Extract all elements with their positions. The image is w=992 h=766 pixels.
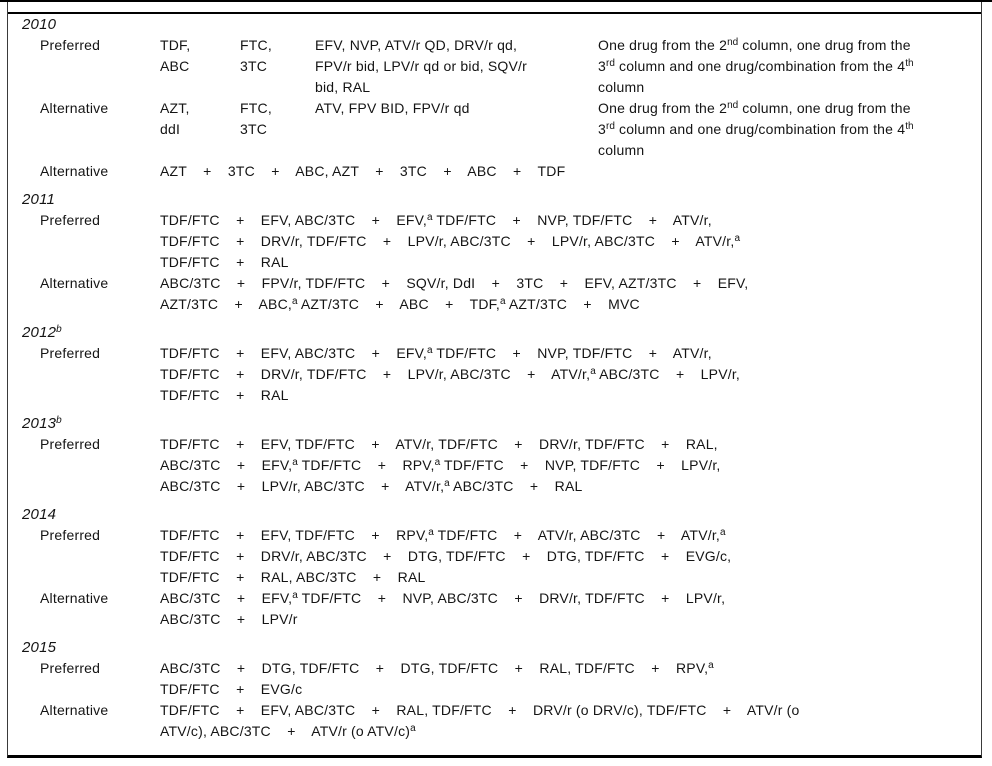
year-heading: 2011 [22,191,56,208]
year-section [8,322,973,406]
regimen-combinations: AZT + 3TC + ABC, AZT + 3TC + ABC + TDF [160,163,566,179]
regimen-row [8,588,973,630]
year-heading: 2015 [22,639,57,656]
regimen-row [8,161,973,182]
row-category-label: Preferred [40,436,101,452]
regimen-combinations: TDF/FTC + EFV, ABC/3TC + EFV,$^a$ TDF/FTC + NVP, TDF/FTC + ATV/r, TDF/FTC + DRV/r, TDF/FTC + LPV/r, ABC/3TC + LPV/r, ABC/3TC + ATV/r,$^a$ TDF/FTC + RAL [160,212,741,270]
row-category-label: Preferred [40,37,101,53]
row-category-label: Alternative [40,100,109,116]
regimen-row [8,273,973,315]
row-category-label: Alternative [40,163,109,179]
treatment-guidelines-table [8,14,981,742]
table-frame [7,2,982,758]
year-heading: 2010 [22,16,57,33]
row-category-label: Alternative [40,702,109,718]
third-agent-cell: EFV, NVP, ATV/r QD, DRV/r qd, FPV/r bid, LPV/r qd or bid, SQV/r bid, RAL [315,37,528,95]
regimen-combinations: TDF/FTC + EFV, TDF/FTC + ATV/r, TDF/FTC + DRV/r, TDF/FTC + RAL, ABC/3TC + EFV,$^a$ TDF/FTC + RPV,$^a$ TDF/FTC + NVP, TDF/FTC + LPV/r, ABC/3TC + LPV/r, ABC/3TC + ATV/r,$^a$ ABC/3TC + RAL [160,436,721,494]
third-agent-cell: ATV, FPV BID, FPV/r qd [315,100,470,116]
year-heading: 2013$^b$ [22,415,62,432]
row-category-label: Preferred [40,345,101,361]
row-category-label: Preferred [40,660,101,676]
regimen-row [8,700,973,742]
row-category-label: Alternative [40,590,109,606]
year-heading: 2014 [22,506,57,523]
regimen-row [8,343,973,406]
regimen-combinations: ABC/3TC + EFV,$^a$ TDF/FTC + NVP, ABC/3TC + DRV/r, TDF/FTC + LPV/r, ABC/3TC + LPV/r [160,590,726,627]
year-heading: 2012$^b$ [22,324,62,341]
regimen-combinations: TDF/FTC + EFV, ABC/3TC + EFV,$^a$ TDF/FTC + NVP, TDF/FTC + ATV/r, TDF/FTC + DRV/r, TDF/FTC + LPV/r, ABC/3TC + ATV/r,$^a$ ABC/3TC + LPV/r, TDF/FTC + RAL [160,345,741,403]
year-section [8,189,973,315]
row-category-label: Preferred [40,212,101,228]
year-section [8,637,973,742]
nrti-column-1-cell: TDF, ABC [160,37,191,74]
regimen-combinations: ABC/3TC + DTG, TDF/FTC + DTG, TDF/FTC + RAL, TDF/FTC + RPV,$^a$ TDF/FTC + EVG/c [160,660,714,697]
regimen-row [8,434,973,497]
nrti-column-2-cell: FTC, 3TC [240,37,272,74]
regimen-row [8,98,973,161]
year-section [8,504,973,630]
year-section [8,14,973,182]
regimen-row [8,210,973,273]
regimen-row [8,525,973,588]
selection-rule-note: One drug from the 2nd column, one drug from the 3rd column and one drug/combination from the 4th column [598,100,914,158]
year-section [8,413,973,497]
regimen-combinations: TDF/FTC + EFV, TDF/FTC + RPV,$^a$ TDF/FTC + ATV/r, ABC/3TC + ATV/r,$^a$ TDF/FTC + DRV/r, ABC/3TC + DTG, TDF/FTC + DTG, TDF/FTC + EVG/c, TDF/FTC + RAL, ABC/3TC + RAL [160,527,732,585]
nrti-column-2-cell: FTC, 3TC [240,100,272,137]
selection-rule-note: One drug from the 2nd column, one drug from the 3rd column and one drug/combination from the 4th column [598,37,914,95]
nrti-column-1-cell: AZT, ddI [160,100,190,137]
regimen-combinations: TDF/FTC + EFV, ABC/3TC + RAL, TDF/FTC + DRV/r (o DRV/c), TDF/FTC + ATV/r (o ATV/c), ABC/3TC + ATV/r (o ATV/c)$^a$ [160,702,800,739]
regimen-combinations: ABC/3TC + FPV/r, TDF/FTC + SQV/r, DdI + 3TC + EFV, AZT/3TC + EFV, AZT/3TC + ABC,$^a$ AZT/3TC + ABC + TDF,$^a$ AZT/3TC + MVC [160,275,749,312]
regimen-row [8,658,973,700]
regimen-row [8,35,973,98]
row-category-label: Alternative [40,275,109,291]
row-category-label: Preferred [40,527,101,543]
